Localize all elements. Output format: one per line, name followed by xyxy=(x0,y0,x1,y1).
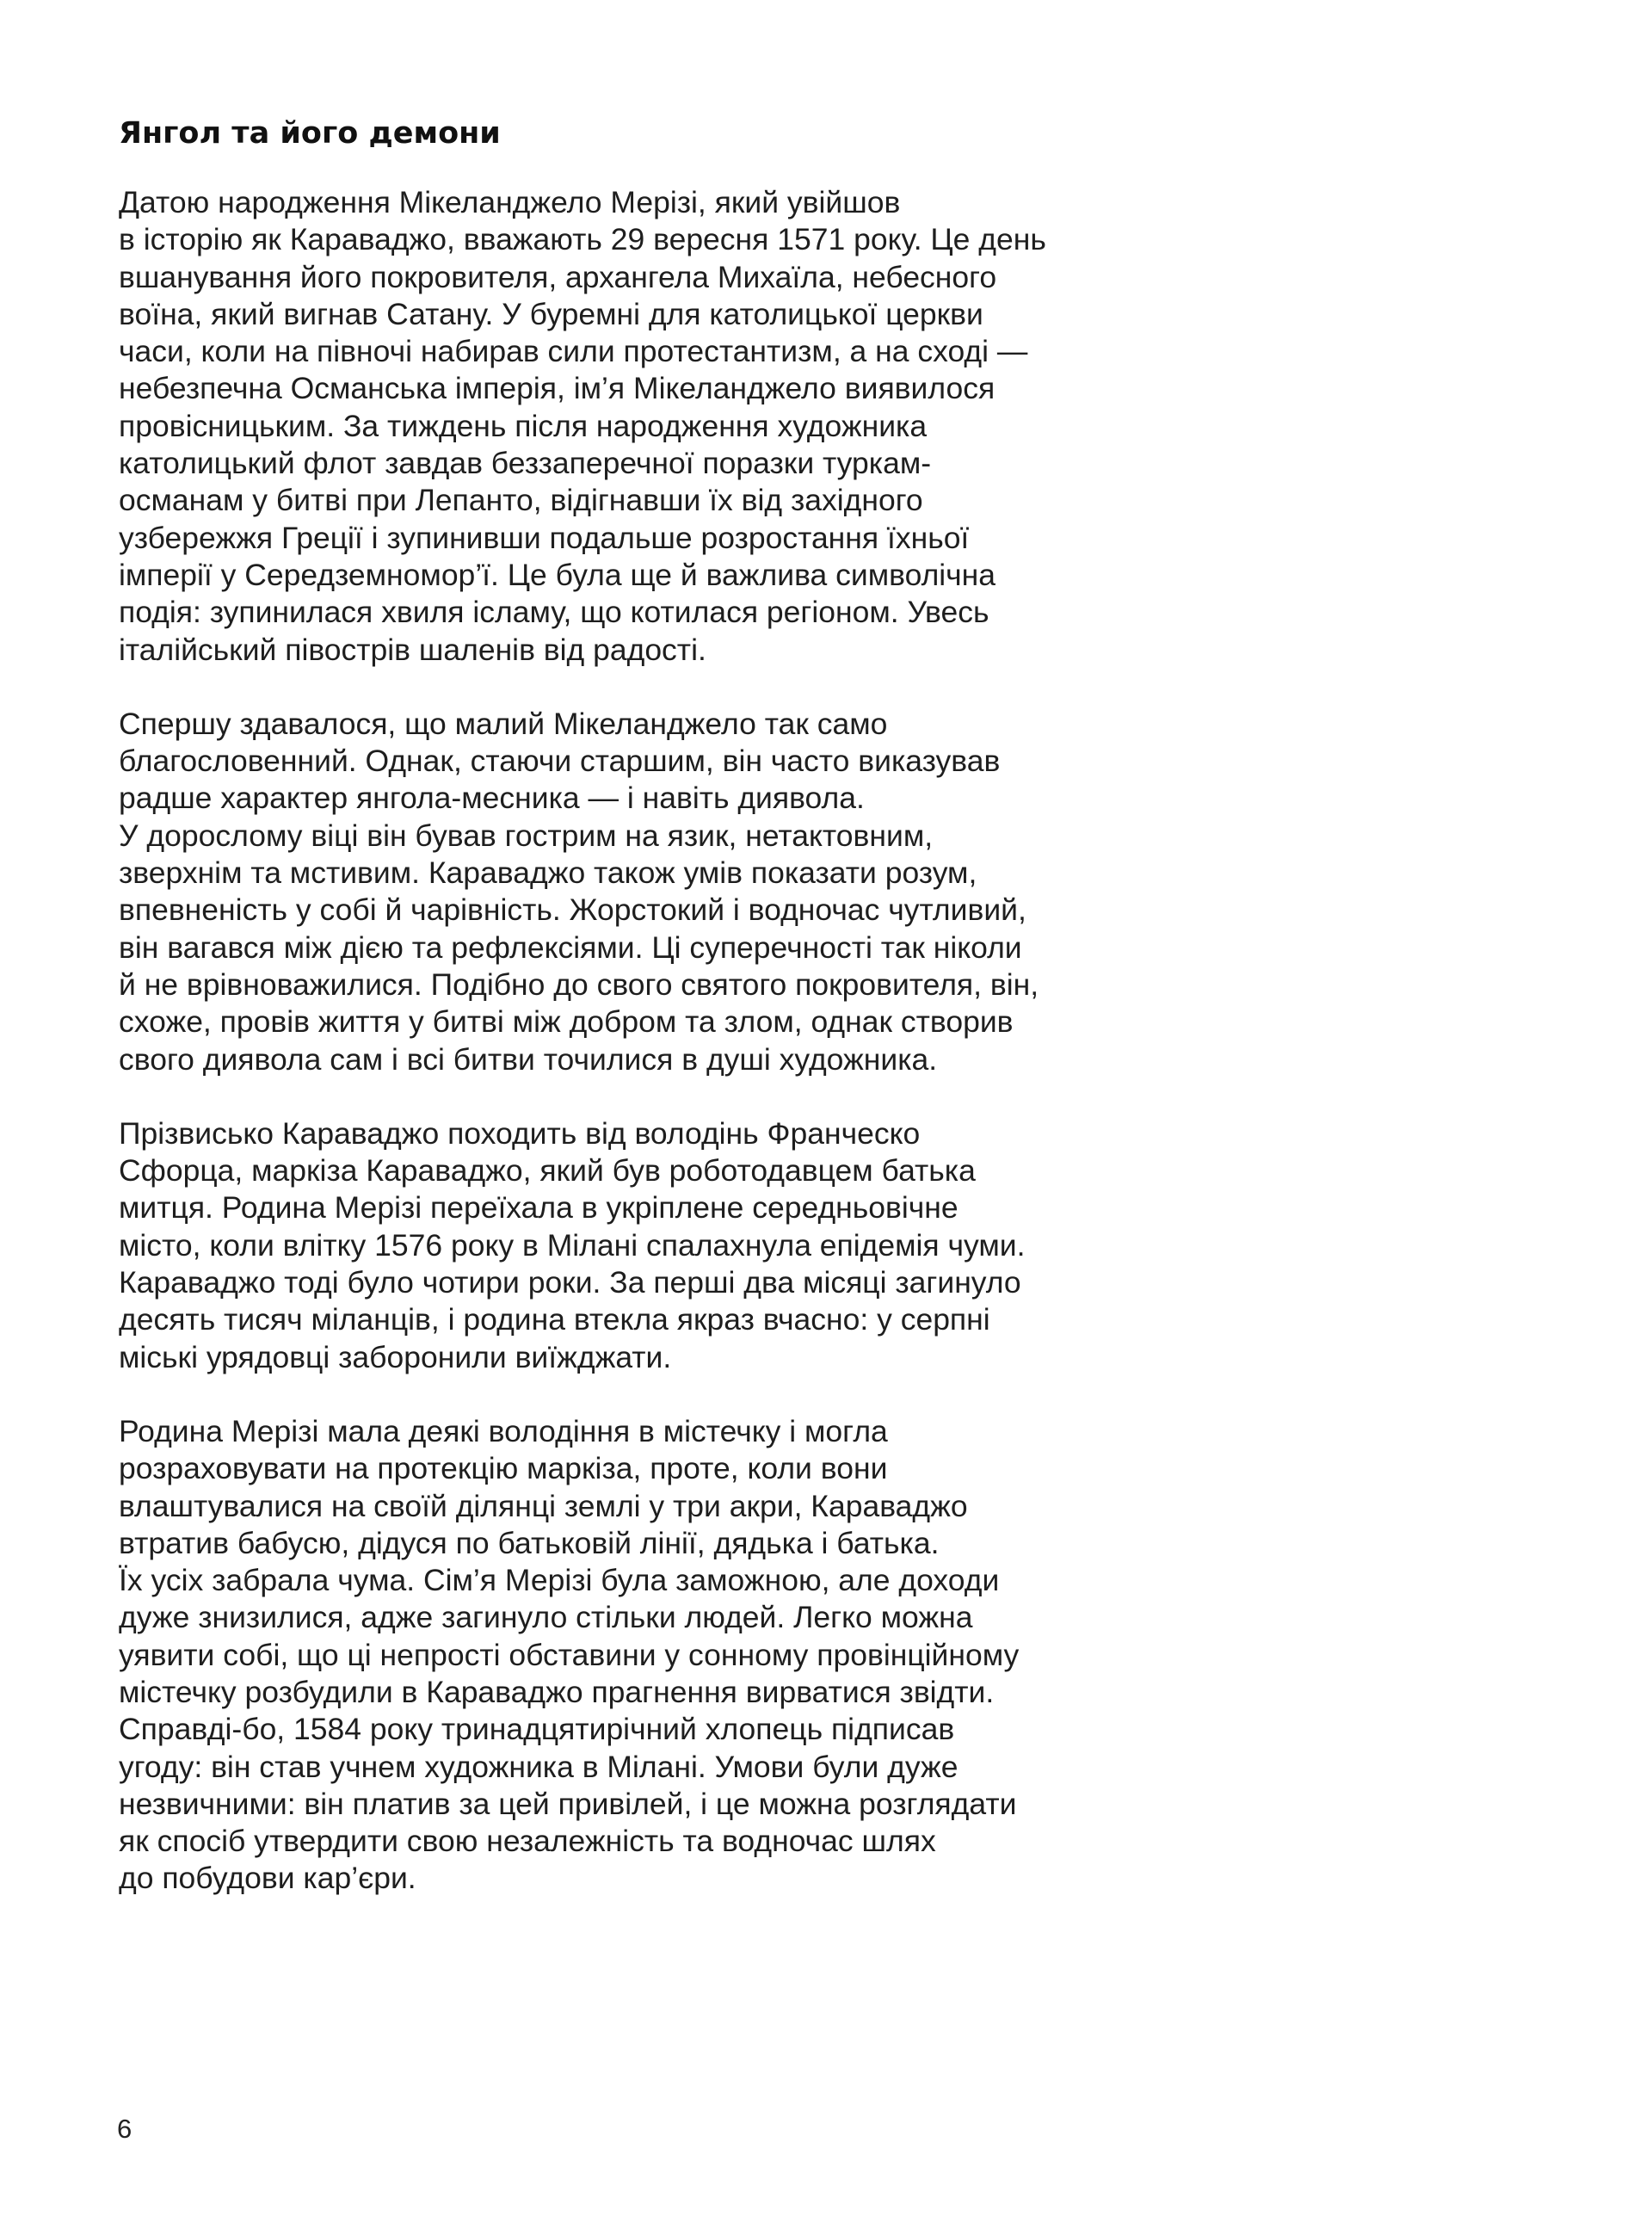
text-line: Караваджо тоді було чотири роки. За перші два місяці загинуло xyxy=(119,1265,1021,1300)
text-line: митця. Родина Мерізі переїхала в укріплене середньовічне xyxy=(119,1190,959,1226)
chapter-heading: Янгол та його демони xyxy=(119,116,501,151)
text-line: угоду: він став учнем художника в Мілані. Умови були дуже xyxy=(119,1749,959,1784)
text-line: Сфорца, маркіза Караваджо, який був роботодавцем батька xyxy=(119,1153,976,1189)
text-line: воїна, який вигнав Сатану. У буремні для католицької церкви xyxy=(119,296,983,331)
text-line: дуже знизилися, адже загинуло стільки людей. Легко можна xyxy=(119,1600,973,1635)
text-line: Прізвисько Караваджо походить від володінь Франческо xyxy=(119,1115,921,1151)
text-line: католицький флот завдав беззаперечної поразки туркам- xyxy=(119,446,932,481)
text-line: розраховувати на протекцію маркіза, проте, коли вони xyxy=(119,1451,888,1486)
text-line: провісницьким. За тиждень після народження художника xyxy=(119,408,928,443)
text-line: міські урядовці заборонили виїжджати. xyxy=(119,1339,672,1374)
paragraph-4 xyxy=(119,1413,1186,1898)
text-line: Спершу здавалося, що малий Мікеланджело так само xyxy=(119,706,888,741)
text-line: Датою народження Мікеланджело Мерізі, який увійшов xyxy=(119,185,901,219)
text-line: в історію як Караваджо, вважають 29 вересня 1571 року. Це день xyxy=(119,222,1046,257)
text-line: італійський півострів шаленів від радості. xyxy=(119,632,706,667)
text-line: десять тисяч міланців, і родина втекла якраз вчасно: у серпні xyxy=(119,1302,990,1337)
text-line: до побудови кар’єри. xyxy=(119,1861,416,1896)
text-line: втратив бабусю, дідуся по батьковій лінії, дядька і батька. xyxy=(119,1525,940,1560)
paragraph-2 xyxy=(119,706,1186,1078)
text-line: він вагався між дією та рефлексіями. Ці суперечності так ніколи xyxy=(119,929,1022,965)
text-line: вшанування його покровителя, архангела Михаїла, небесного xyxy=(119,259,997,294)
text-line: Родина Мерізі мала деякі володіння в містечку і могла xyxy=(119,1413,888,1448)
text-line: уявити собі, що ці непрості обставини у сонному провінційному xyxy=(119,1637,1020,1672)
text-line: Справді-бо, 1584 року тринадцятирічний хлопець підписав xyxy=(119,1712,955,1747)
text-line: незвичними: він платив за цей привілей, і це можна розглядати xyxy=(119,1786,1017,1821)
text-line: подія: зупинилася хвиля ісламу, що котилася регіоном. Увесь xyxy=(119,595,989,630)
text-line: містечку розбудили в Караваджо прагнення вирватися звідти. xyxy=(119,1674,995,1709)
text-line: місто, коли влітку 1576 року в Мілані спалахнула епідемія чуми. xyxy=(119,1227,1026,1263)
text-line: як спосіб утвердити свою незалежність та водночас шлях xyxy=(119,1824,936,1859)
text-line: часи, коли на півночі набирав сили протестантизм, а на сході — xyxy=(119,334,1028,369)
text-line: влаштувалися на своїй ділянці землі у три акри, Караваджо xyxy=(119,1488,968,1523)
paragraph-3 xyxy=(119,1115,1186,1376)
text-line: й не врівноважилися. Подібно до свого святого покровителя, він, xyxy=(119,966,1039,1002)
text-line: небезпечна Османська імперія, ім’я Мікеланджело виявилося xyxy=(119,371,996,406)
text-line: зверхнім та мстивим. Караваджо також умів показати розум, xyxy=(119,855,977,891)
page-number: 6 xyxy=(117,2114,133,2144)
text-line: схоже, провів життя у битві між добром та злом, однак створив xyxy=(119,1004,1014,1040)
text-line: імперії у Середземномор’ї. Це була ще й важлива символічна xyxy=(119,557,996,592)
text-line: благословенний. Однак, стаючи старшим, він часто виказував xyxy=(119,744,1001,779)
text-line: впевненість у собі й чарівність. Жорстокий і водночас чутливий, xyxy=(119,892,1026,928)
text-line: свого диявола сам і всі битви точилися в душі художника. xyxy=(119,1041,938,1077)
paragraph-1 xyxy=(119,184,1186,669)
text-line: османам у битві при Лепанто, відігнавши їх від західного xyxy=(119,483,923,518)
text-line: узбережжя Греції і зупинивши подальше розростання їхньої xyxy=(119,520,970,555)
text-line: Їх усіх забрала чума. Сім’я Мерізі була заможною, але доходи xyxy=(119,1563,1000,1598)
body-text xyxy=(119,184,1186,1935)
text-line: радше характер янгола-месника — і навіть диявола. xyxy=(119,781,865,816)
text-line: У дорослому віці він бував гострим на язик, нетактовним, xyxy=(119,818,934,853)
